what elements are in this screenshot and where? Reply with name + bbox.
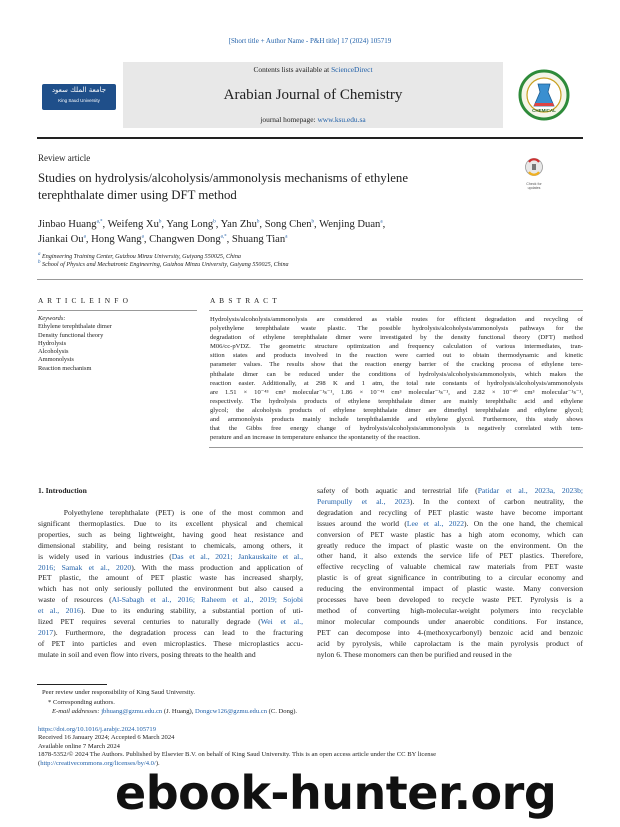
journal-header-box [123,62,503,128]
body-line [38,584,303,595]
author-name[interactable]: Yang Long [166,219,214,230]
license-suffix: ). [155,759,160,767]
introduction-heading: 1. Introduction [38,486,87,495]
body-text: effective recycling of valuable chemical raw materials from PET waste [317,562,583,572]
abstract-rule [209,310,583,311]
check-updates-icon [520,157,548,177]
body-line [317,497,583,508]
author-name[interactable]: Weifeng Xu [107,219,159,230]
author-affiliation-marker[interactable]: b [213,219,216,225]
author-affiliation-marker[interactable]: b [256,219,260,225]
author-separator: , [259,219,265,230]
body-text: other hand, it also extends the service life of PET plastics. Therefore, [317,551,583,561]
body-line [317,486,583,497]
body-line [38,606,303,617]
body-line [317,541,583,552]
author-affiliation-marker[interactable]: a [285,234,288,240]
body-text: is widely used in various industries ( [38,551,172,561]
author-name[interactable]: Hong Wang [91,234,142,245]
body-text: which has not only seriously polluted the environment but also caused a [38,584,303,594]
chemical-society-seal-icon [505,62,583,128]
abstract-line: M06/cc-pVDZ. The geometric structure optimization and frequency calculation of various intermediates, tran- [210,343,583,351]
citation-link[interactable]: Al-Sabagh et al., 2016; Raheem et al., 2019; Sojobi [111,595,303,605]
author-separator: , [382,219,386,230]
left-column-text [38,508,303,661]
affiliation-marker: b [38,260,41,266]
affiliation-item [38,261,289,269]
body-text: ). With the mass production and application of [131,562,303,572]
corresponding-note: * Corresponding authors. [48,698,115,706]
body-text: minor molecular compounds under anaerobic conditions. For instance, [317,616,583,626]
author-separator: , [314,219,320,230]
body-text: ). Due to its enduring stability, a substantial portion of uti- [80,606,303,616]
abstract-line: and ammonolysis products mainly include terephthalamide and ethylene glycol. Furthermore, this study shows [210,416,583,424]
email-label: E-mail addresses: [52,708,102,716]
citation-link[interactable]: Patidar et al., 2023a, 2023b; [477,486,583,495]
footnote-rule [37,684,107,685]
authors-line-1 [38,217,578,232]
body-line [38,628,303,639]
body-text: PET can decompose into 4-(methoxycarbonyl) benzoic acid and benzoic [317,627,583,637]
body-line [317,639,583,650]
check-updates-line-1: Check for [526,182,542,186]
author-name[interactable]: Wenjing Duan [319,219,381,230]
body-text: issues around the world ( [317,518,407,528]
body-line [317,606,583,617]
keywords-block [38,315,198,373]
body-line [317,584,583,595]
author-separator: , [102,219,108,230]
footnotes [42,688,297,717]
body-line [38,508,303,519]
title-line-2: terephthalate dimer using DFT method [38,188,237,202]
watermark: ebook-hunter.org [115,766,557,820]
body-text: greatly reduce the impact of plastic waste on the environment. On the [317,540,583,550]
body-text: of PET into particles and even microplastics. These microplastics accu- [38,638,303,648]
author-affiliation-marker[interactable]: a,* [220,234,227,240]
copyright-line: 1878-5352/© 2024 The Authors. Published by Elsevier B.V. on behalf of King Saud University. This is an open access article under the CC BY license [38,751,437,759]
journal-name: Arabian Journal of Chemistry [223,87,403,103]
abstract-line: perature and an increase in temperature enhance the spontaneity of the reaction. [210,434,421,442]
abstract-line: reaction easier. Additionally, at 298 K and 1 atm, the total rate constants of hydrolysis/alcoholysis/ammonolysis [210,379,583,387]
citation-link[interactable]: Lee et al., 2022 [406,518,465,528]
article-info-rule [37,310,197,311]
author-name[interactable]: Shuang Tian [231,234,286,245]
keyword: Ammonolysis [38,356,74,364]
body-text: method of converting high-molecular-weight polymers into recyclable [317,605,583,615]
citation-link[interactable]: Das et al., 2021; Jankauskaite et al., [171,551,303,561]
authors-line-2 [38,232,578,247]
citation-link[interactable]: Wei et al., [260,617,303,627]
body-line [38,639,303,650]
abstract-line: respectively. The hydrolysis products of ethylene terephthalate dimer are mainly terephthalic acid and ethylene [210,397,583,405]
abstract-line: polyethylene terephthalate waste plastic. The possible hydrolysis/alcoholysis/ammonolysis pathways for the [210,325,583,333]
abstract-line: parameter values. The results show that the reaction energy barrier of the cracking process of ethylene tere- [210,361,583,369]
article-info-heading: A R T I C L E I N F O [38,296,130,305]
author-separator: , [161,219,167,230]
body-text: ). In the context of carbon neutrality, the [409,496,583,506]
body-text: reducing the environmental impact of plastic waste. Many conversion [317,584,583,594]
article-bottom-info [38,726,584,768]
affiliation-marker: a [38,251,41,257]
abstract-line: are 1.51 × 10⁻⁴³ cm³ molecular⁻¹s⁻¹, 1.86 × 10⁻⁴¹ cm³ molecular⁻¹s⁻¹, and 2.82 × 10⁻⁴⁰ cm³ molecular⁻¹s⁻¹, [210,388,583,396]
author-affiliation-marker[interactable]: b [158,219,162,225]
body-line [38,563,303,574]
left-logo-arabic: جامعة الملك سعود [51,86,107,94]
body-line [317,650,583,661]
body-text: PET plastic, the amount of PET plastic waste has increased sharply, [38,573,303,583]
running-header: [Short title + Author Name - P&H title] 17 (2024) 105719 [228,37,392,45]
body-line [317,551,583,562]
article-title [38,170,518,204]
body-line [317,519,583,530]
abstract-line: that the Gibbs free energy change of hydrolysis/alcoholysis/ammonolysis is negatively correlated with tem- [210,425,583,433]
abstract-body [210,315,583,442]
email2-suffix: (C. Dong). [267,708,298,716]
body-line [317,595,583,606]
author-separator: , [226,234,232,245]
body-text: acid by pyrolysis, while caprolactam is the main pyrolysis product of [317,638,583,648]
author-affiliation-marker[interactable]: a [83,234,86,240]
body-line [317,573,583,584]
body-text: mulate in soil and even flow into rivers, posing threats to the health and [38,649,256,659]
homepage-line [123,115,503,124]
received-dates: Received 16 January 2024; Accepted 6 March 2024 [38,734,175,742]
license-prefix: ( [38,759,41,767]
body-text: safety of both aquatic and terrestrial life ( [317,486,478,495]
author-name[interactable]: Jinbao Huang [38,219,97,230]
right-column-text [317,486,583,661]
contents-prefix: Contents lists available at [253,65,332,74]
body-line [38,541,303,552]
author-separator: , [85,234,92,245]
keyword: Ethylene terephthalate dimer [38,323,112,331]
body-line [317,508,583,519]
author-name[interactable]: Jiankai Ou [38,234,84,245]
citation-link[interactable]: et al., 2016 [38,606,81,616]
right-logo-text: CHEMICAL [532,108,556,113]
article-type: Review article [38,153,91,163]
body-text: degradation and recycling of PET plastic waste have become important [317,507,583,517]
body-line [38,617,303,628]
body-text: nylon 6. These monomers can then be purified and reused in the [317,649,512,659]
affiliation-rule [37,279,583,280]
contents-line [123,65,503,74]
author-name[interactable]: Yan Zhu [220,219,257,230]
affiliation-text: School of Physics and Mechatronic Engineering, Guizhou Minzu University, Guiyang 550025, China [40,262,289,269]
check-updates-line-2: updates [527,186,541,190]
peer-review-note: Peer review under responsibility of King Saud University. [42,689,196,696]
body-line [317,628,583,639]
author-separator: , [143,234,150,245]
body-text: processes have been developed to recycle waste PET. Pyrolysis is a [317,595,583,605]
license-link[interactable]: http://creativecommons.org/licenses/by/4.0/ [40,759,156,767]
author-affiliation-marker[interactable]: a [380,219,383,225]
title-line-1: Studies on hydrolysis/alcoholysis/ammonolysis mechanisms of ethylene [38,171,409,185]
available-online: Available online 7 March 2024 [38,742,120,750]
body-text: plastic is of great significance in contributing to a circular economy and [317,573,583,583]
abstract-line: Hydrolysis/alcoholysis/ammonolysis are considered as viable routes for efficient degradation and recycling of [210,316,583,323]
author-separator: , [215,219,221,230]
body-text: conversion of PET waste plastic has a high atom economy, which can [317,529,583,539]
keyword: Density functional theory [38,331,104,339]
doi-link[interactable]: https://doi.org/10.1016/j.arabjc.2024.105719 [38,726,157,733]
body-line [38,595,303,606]
email-link-2[interactable]: Dongcw126@gzmu.edu.cn [195,708,267,716]
check-updates-label [520,182,548,190]
author-name[interactable]: Changwen Dong [149,234,221,245]
citation-link[interactable]: 2017 [38,627,54,637]
affiliation-item [38,253,289,261]
author-affiliation-marker[interactable]: b [311,219,314,225]
journal-logo-right [505,62,583,128]
homepage-link[interactable]: www.ksu.edu.sa [317,115,366,124]
body-line [38,552,303,563]
homepage-prefix: journal homepage: [260,115,318,124]
keyword: Reaction mechanism [38,364,92,372]
body-line [38,530,303,541]
body-line [38,573,303,584]
author-affiliation-marker[interactable]: a,* [96,219,103,225]
author-list [38,217,578,247]
abstract-line: phthalate dimer can be reduced under the conditions of hydrolysis/alcoholysis/ammonolysis, which makes the [210,370,583,378]
publisher-logo-left [37,62,121,128]
keywords-label: Keywords: [38,315,66,322]
author-name[interactable]: Song Chen [264,219,312,230]
check-for-updates-badge[interactable] [520,157,548,190]
sciencedirect-link[interactable]: ScienceDirect [331,65,373,74]
body-line [317,617,583,628]
author-affiliation-marker[interactable]: a [141,234,144,240]
keyword: Hydrolysis [38,339,67,347]
abstract-line: sition states and products involved in the reaction were carried out to obtain thermodynamic and kinetic [210,352,583,360]
citation-link[interactable]: 2016; Samak et al., 2020 [38,562,132,572]
body-text: significant thermoplastics. Due to its excellent physical and chemical [38,518,303,528]
body-line [317,562,583,573]
abstract-bottom-rule [209,447,583,448]
email1-suffix: (J. Huang), [162,708,195,716]
citation-link[interactable]: Perumpully et al., 2023 [317,496,410,506]
body-text: waste of resources ( [38,595,112,605]
keywords-list [38,323,198,373]
abstract-line: degradation of ethylene terephthalate dimer were investigated by the density functional theory (DFT) method [210,334,583,342]
body-text: ). Furthermore, the degradation process can lead to the fracturing [53,627,303,637]
email-link-1[interactable]: jbhuang@gzmu.edu.cn [101,708,163,716]
affiliations [38,253,289,270]
body-text: ). On the one hand, the chemical [464,518,583,528]
body-text: lized PET requires several centuries to naturally degrade ( [38,617,261,627]
header-rule [37,137,583,139]
abstract-heading: A B S T R A C T [210,296,278,305]
body-text: Polyethylene terephthalate (PET) is one of the most common and [38,508,303,517]
email-line [42,707,297,717]
affiliation-text: Engineering Training Center, Guizhou Minzu University, Guiyang 550025, China [40,254,241,260]
body-line [38,650,303,661]
left-logo-english: King Saud University [58,98,100,103]
body-text: dimensional stability, and being resistant to chemicals, among others, it [38,540,303,550]
abstract-line: glycol; the alcoholysis products of ethylene terephthalate dimer are dimethyl terephthalate and ethylene glycol; [210,406,583,414]
body-text: properties, such as being lightweight, having good heat resistance and [38,529,303,539]
keyword: Alcoholysis [38,348,69,356]
body-line [38,519,303,530]
body-line [317,530,583,541]
